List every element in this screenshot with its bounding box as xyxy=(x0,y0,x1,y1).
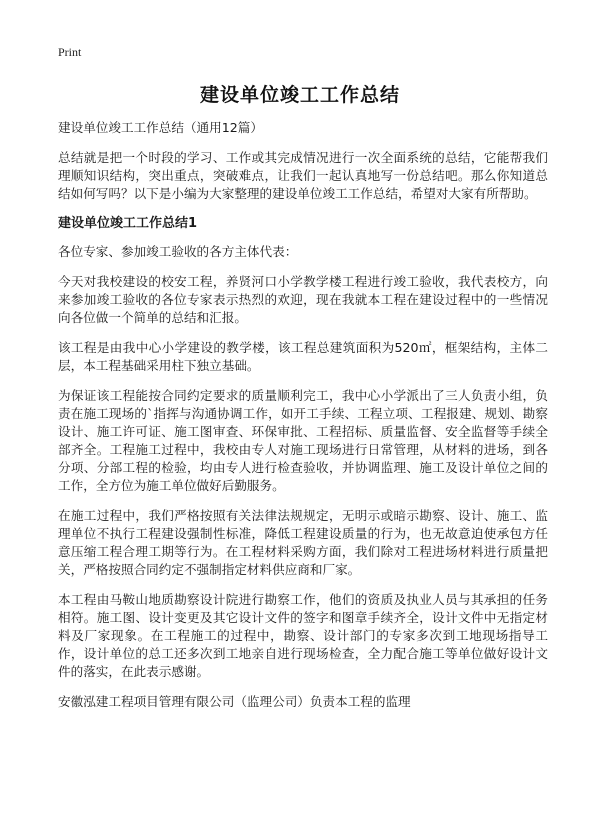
section-heading: 建设单位竣工工作总结1 xyxy=(58,216,198,231)
paragraph-compliance: 在施工过程中，我们严格按照有关法律法规规定，无明示或暗示勘察、设计、施工、监理单位不执行工程建设强制性标准，降低工程建设质量的行为，也无故意迫使承包方任意压缩工程合理工期等行为。在工程材料采购方面，我们除对工程进场材料进行质量把关，严格按照合同约定不强制指定材料供应商和厂家。 xyxy=(58,508,548,577)
paragraph-project-overview: 该工程是由我中心小学建设的教学楼，该工程总建筑面积为520㎡，框架结构，主体二层，本工程基础采用柱下独立基础。 xyxy=(58,340,548,373)
paragraph-greeting: 各位专家、参加竣工验收的各方主体代表： xyxy=(58,244,298,259)
page-title: 建设单位竣工工作总结 xyxy=(199,84,400,106)
print-link[interactable]: Print xyxy=(58,45,82,59)
document-subtitle: 建设单位竣工工作总结（通用12篇） xyxy=(58,120,263,135)
paragraph-supervision: 安徽泓建工程项目管理有限公司（监理公司）负责本工程的监理 xyxy=(58,694,411,709)
intro-paragraph: 总结就是把一个时段的学习、工作或其完成情况进行一次全面系统的总结，它能帮我们理顺知识结构，突出重点，突破难点，让我们一起认真地写一份总结吧。那么你知道总结如何写吗？以下是小编为大家整理的建设单位竣工工作总结，希望对大家有所帮助。 xyxy=(58,150,548,201)
paragraph-welcome: 今天对我校建设的校安工程，养贤河口小学教学楼工程进行竣工验收，我代表校方，向来参加竣工验收的各位专家表示热烈的欢迎，现在我就本工程在建设过程中的一些情况向各位做一个简单的总结和汇报。 xyxy=(58,274,548,325)
paragraph-management: 为保证该工程能按合同约定要求的质量顺利完工，我中心小学派出了三人负责小组，负责在施工现场的`指挥与沟通协调工作，如开工手续、工程立项、工程报建、规划、勘察设计、施工许可证、施工图审查、环保审批、工程招标、质量监督、安全监督等手续全部齐全。工程施工过程中，我校由专人对施工现场进行日常管理，从材料的进场，到各分项、分部工程的检验，均由专人进行检查验收，并协调监理、施工及设计单位之间的工作，全方位为施工单位做好后勤服务。 xyxy=(58,388,548,493)
document-body xyxy=(58,119,548,723)
paragraph-design: 本工程由马鞍山地质勘察设计院进行勘察工作，他们的资质及执业人员与其承担的任务相符。施工图、设计变更及其它设计文件的签字和图章手续齐全，设计文件中无指定材料及厂家现象。在工程施工的过程中，勘察、设计部门的专家多次到工地现场指导工作，设计单位的总工还多次到工地亲自进行现场检查，全力配合施工等单位做好设计文件的落实，在此表示感谢。 xyxy=(58,592,548,679)
